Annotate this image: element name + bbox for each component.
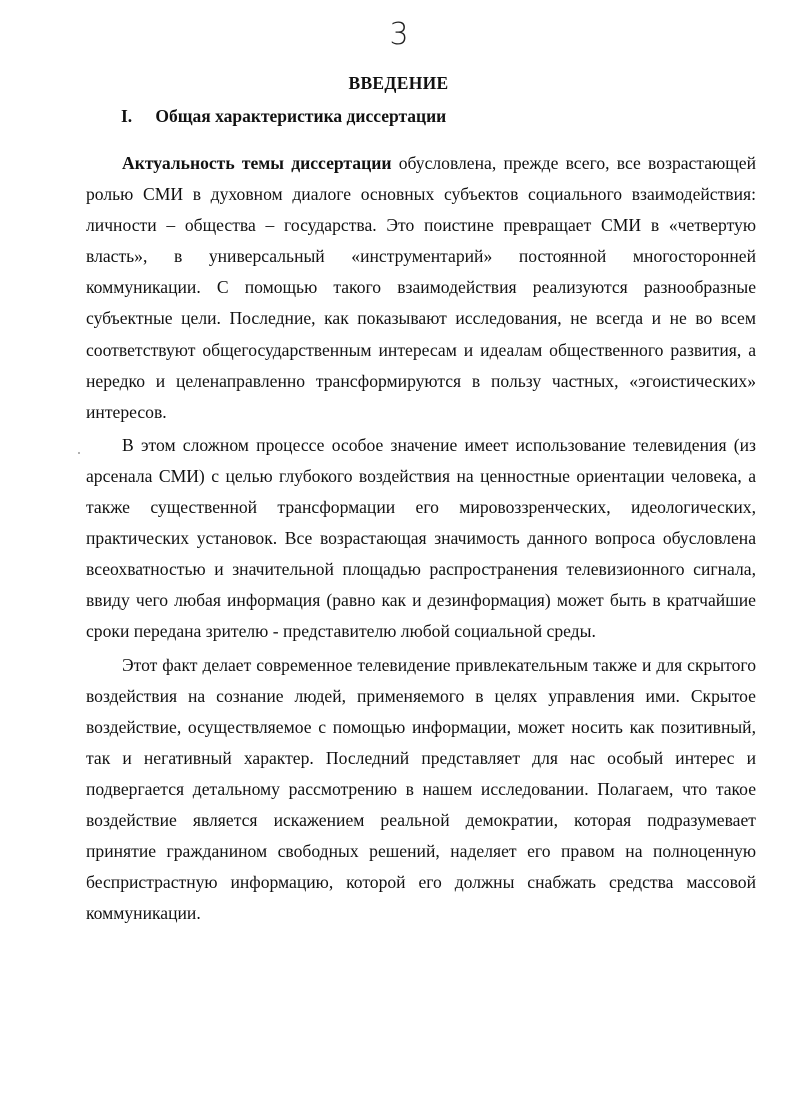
paragraph-relevance	[86, 148, 756, 428]
section-heading	[121, 106, 446, 127]
section-title: Общая характеристика диссертации	[155, 106, 447, 126]
paragraph-hidden-influence	[86, 650, 756, 930]
paragraph-television	[86, 430, 756, 648]
body-text	[86, 148, 756, 931]
paragraph-text: обусловлена, прежде всего, все возрастающей ролью СМИ в духовном диалоге основных субъектов социального взаимодействия: личности – общества – государства. Это поистине превращает СМИ в «четвертую власть», в универсальный «инструментарий» постоянной многосторонней коммуникации. С помощью такого взаимодействия реализуются разнообразные субъектные цели. Последние, как показывают исследования, не всегда и не во всем соответствуют общегосударственным интересам и идеалам общественного развития, а нередко и целенаправленно трансформируются в пользу частных, «эгоистических» интересов.	[86, 153, 756, 422]
scan-speck	[78, 452, 80, 454]
section-number: I.	[121, 106, 133, 126]
page-number: 3	[389, 17, 409, 52]
paragraph-lead: Актуальность темы диссертации	[122, 153, 392, 173]
paragraph-text: В этом сложном процессе особое значение имеет использование телевидения (из арсенала СМИ) с целью глубокого воздействия на ценностные ориентации человека, а также существенной трансформации его мировоззренческих, идеологических, практических установок. Все возрастающая значимость данного вопроса обусловлена всеохватностью и значительной площадью распространения телевизионного сигнала, ввиду чего любая информация (равно как и дезинформация) может быть в кратчайшие сроки передана зрителю - представителю любой социальной среды.	[86, 434, 756, 642]
paragraph-text: Этот факт делает современное телевидение привлекательным также и для скрытого воздействия на сознание людей, применяемого в целях управления ими. Скрытое воздействие, осуществляемое с помощью информации, может носить как позитивный, так и негативный характер. Последний представляет для нас особый интерес и подвергается детальному рассмотрению в нашем исследовании. Полагаем, что такое воздействие является искажением реальной демократии, которая подразумевает принятие гражданином свободных решений, наделяет его правом на полноценную беспристрастную информацию, которой его должны снабжать средства массовой коммуникации.	[86, 654, 756, 924]
page-title: ВВЕДЕНИЕ	[348, 73, 449, 93]
